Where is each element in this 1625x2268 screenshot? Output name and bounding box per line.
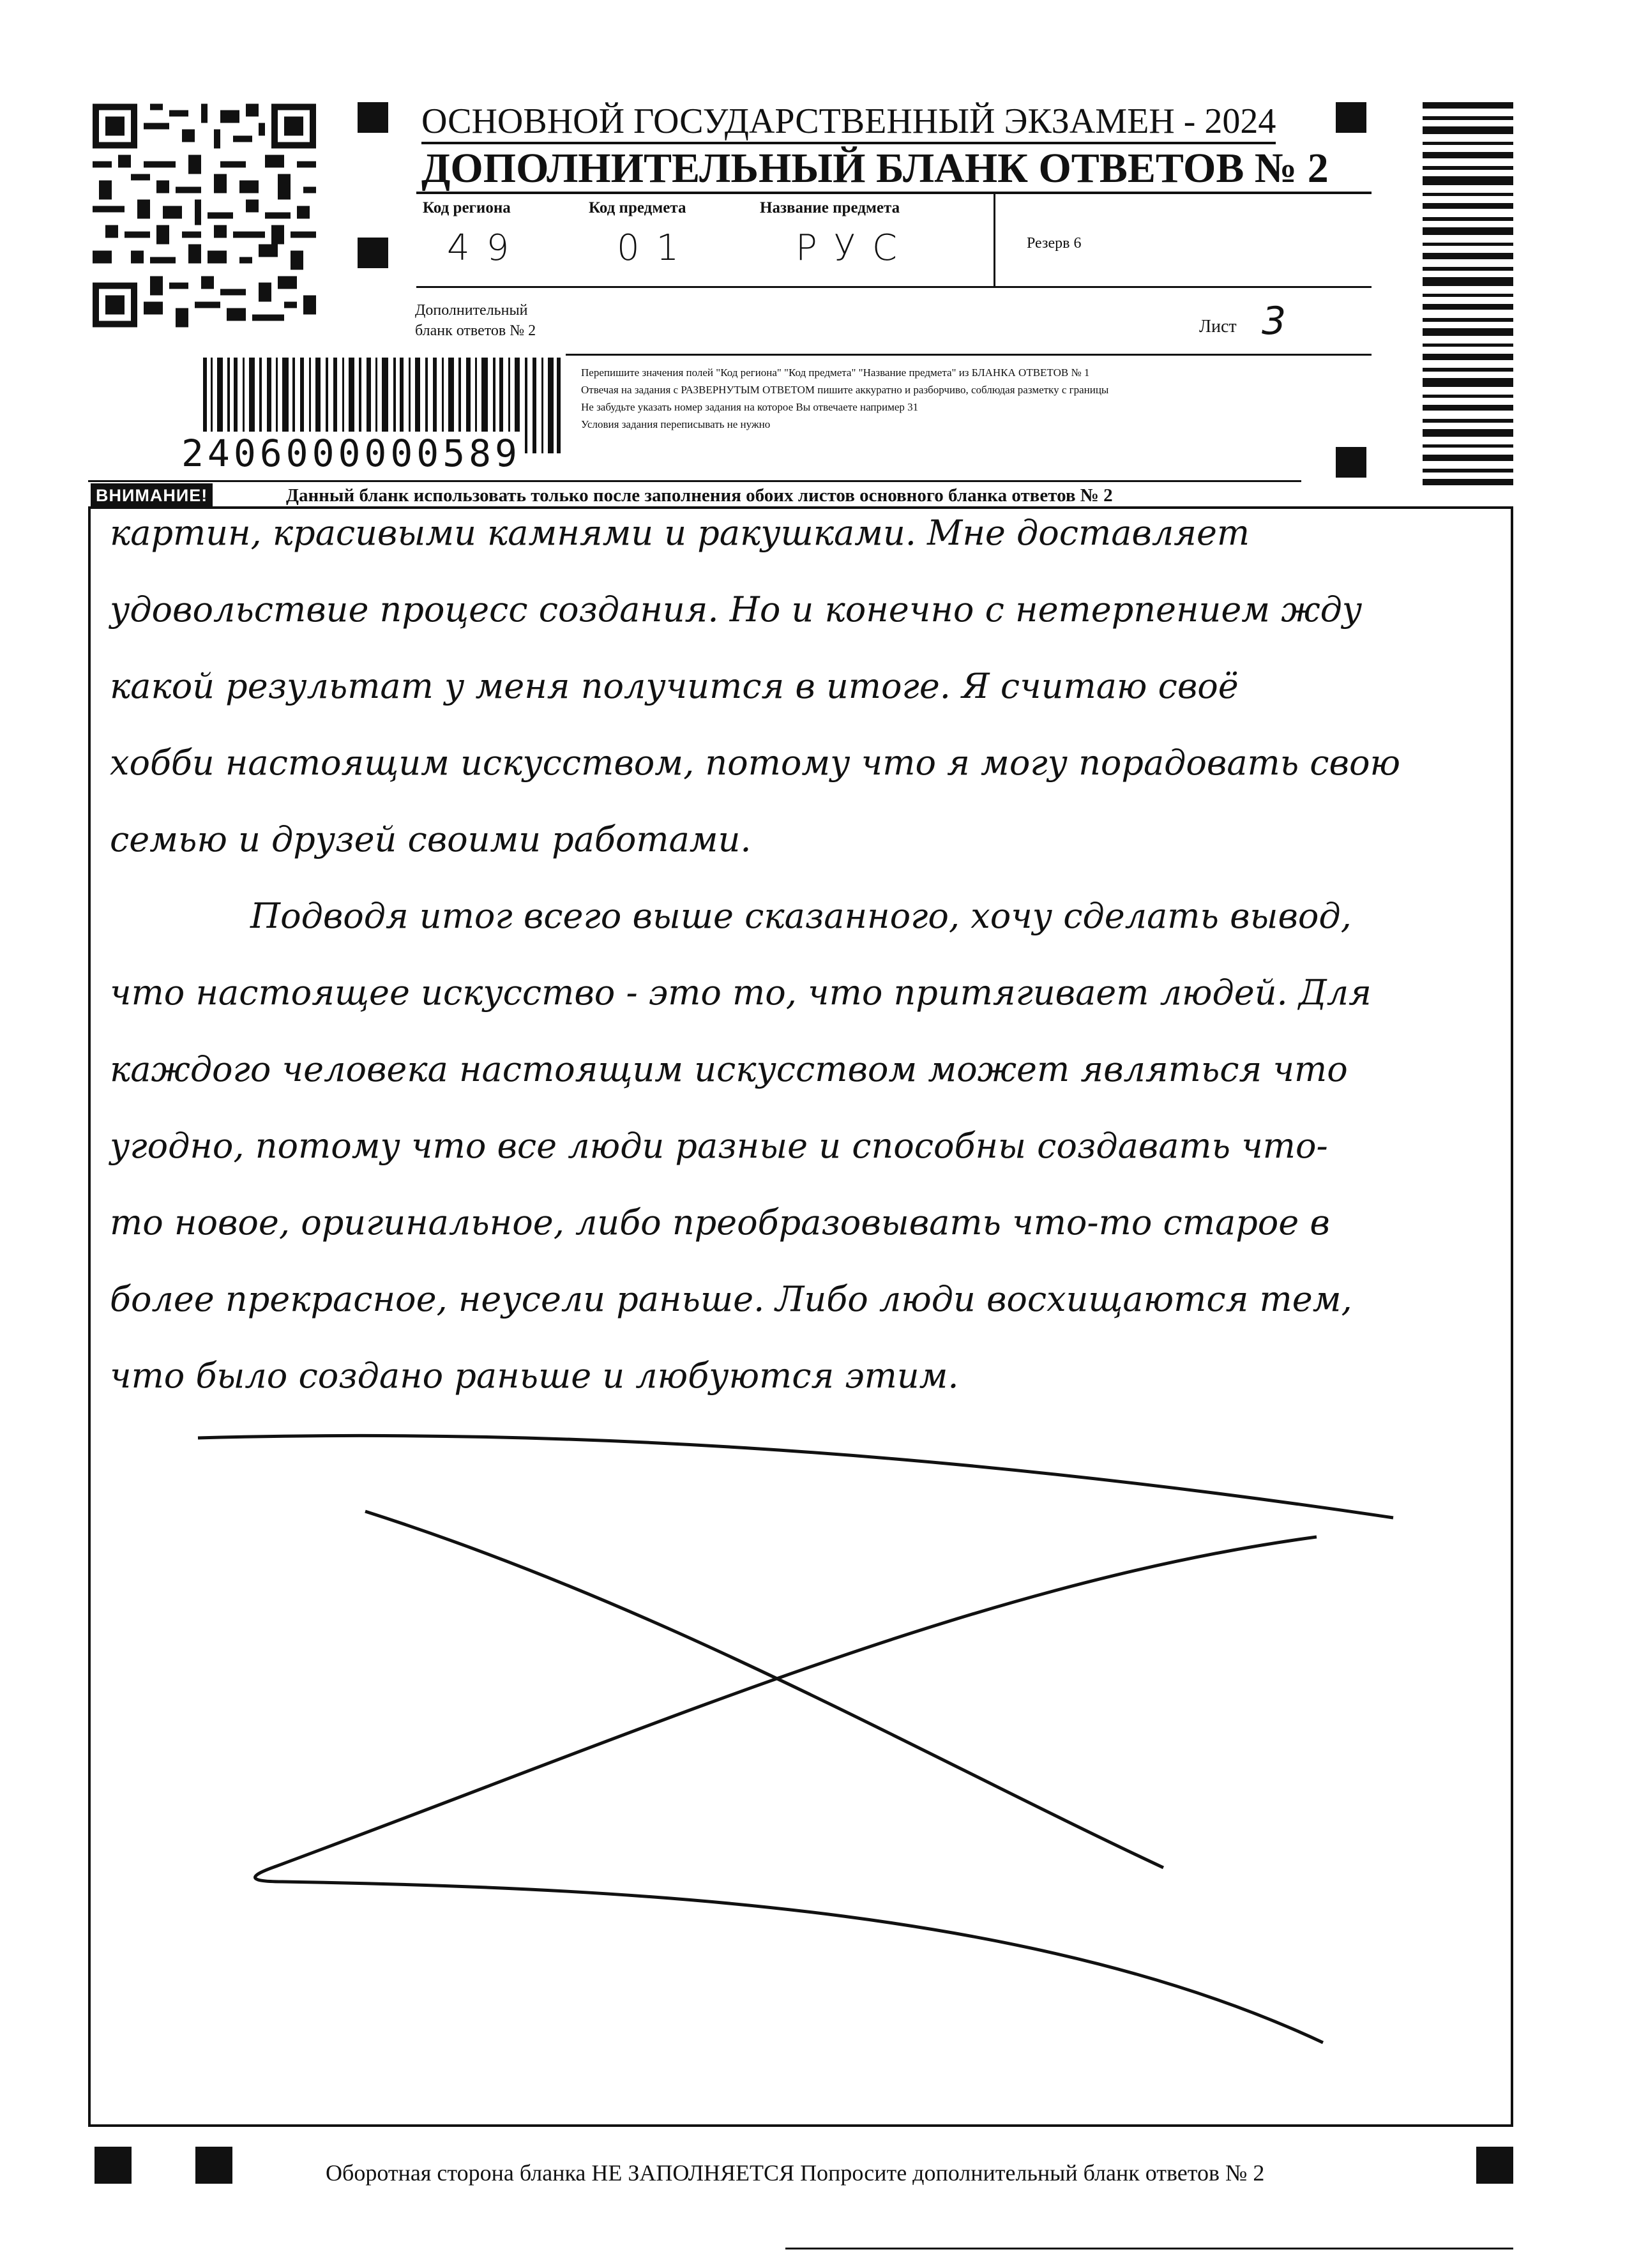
registration-mark	[195, 2147, 232, 2184]
region-code-label: Код региона	[423, 199, 511, 216]
subject-name-field[interactable]: РУС	[796, 227, 914, 269]
answer-line: картин, красивыми камнями и ракушками. Мне доставляет	[110, 513, 1250, 553]
registration-mark	[94, 2147, 132, 2184]
sheet-number-field[interactable]: 3	[1262, 299, 1289, 344]
field-separator	[994, 193, 995, 287]
divider	[416, 192, 1372, 194]
subject-name-label: Название предмета	[760, 199, 900, 216]
instructions	[581, 364, 1108, 433]
instruction-line: Не забудьте указать номер задания на которое Вы отвечаете например 31	[581, 401, 919, 413]
answer-line: хобби настоящим искусством, потому что я могу порадовать свою	[110, 743, 1401, 783]
qr-code	[93, 102, 316, 329]
registration-mark	[358, 238, 388, 268]
cross-out-mark	[91, 509, 1511, 2124]
answer-line: каждого человека настоящим искусством может являться что	[110, 1049, 1348, 1089]
answer-line: какой результат у меня получится в итоге. Я считаю своё	[110, 666, 1239, 706]
answer-line: то новое, оригинальное, либо преобразовывать что-то старое в	[110, 1202, 1330, 1243]
registration-mark	[1336, 102, 1366, 133]
reserve-label: Резерв 6	[1027, 235, 1082, 252]
answer-line: Подводя итог всего выше сказанного, хочу сделать вывод,	[250, 896, 1352, 936]
instruction-line: Отвечая на задания с РАЗВЕРНУТЫМ ОТВЕТОМ пишите аккуратно и разборчиво, соблюдая разметку с границы	[581, 384, 1109, 396]
subject-code-label: Код предмета	[589, 199, 686, 216]
instruction-line: Перепишите значения полей "Код региона" "Код предмета" "Название предмета" из БЛАНКА ОТВЕТОВ № 1	[581, 367, 1090, 379]
form-title: ДОПОЛНИТЕЛЬНЫЙ БЛАНК ОТВЕТОВ № 2	[421, 145, 1329, 192]
side-barcode	[1423, 102, 1513, 485]
form-label: Дополнительный бланк ответов № 2	[415, 302, 536, 339]
barcode-digits: 2406000000589	[179, 432, 524, 475]
subject-code-field[interactable]: 01	[617, 227, 696, 269]
answer-line: что настоящее искусство - это то, что притягивает людей. Для	[110, 972, 1372, 1013]
answer-line: что было создано раньше и любуются этим.	[110, 1356, 959, 1396]
registration-mark	[1336, 447, 1366, 478]
instruction-line: Условия задания переписывать не нужно	[581, 418, 771, 430]
divider	[88, 480, 1301, 482]
answer-line: более прекрасное, неусели раньше. Либо люди восхищаются тем,	[110, 1279, 1352, 1319]
answer-area[interactable]	[88, 506, 1513, 2127]
answer-line: семью и друзей своими работами.	[110, 819, 752, 859]
divider	[416, 286, 1372, 288]
warning-text: Данный бланк использовать только после заполнения обоих листов основного бланка ответов № 2	[286, 485, 1113, 506]
footer-note: Оборотная сторона бланка НЕ ЗАПОЛНЯЕТСЯ Попросите дополнительный бланк ответов № 2	[326, 2160, 1265, 2186]
answer-line: удовольствие процесс создания. Но и конечно с нетерпением жду	[110, 589, 1363, 630]
bottom-rule	[785, 2248, 1513, 2249]
answer-line: угодно, потому что все люди разные и способны создавать что-	[110, 1126, 1328, 1166]
sheet-label: Лист	[1199, 317, 1237, 336]
warning-badge: ВНИМАНИЕ!	[91, 483, 213, 508]
registration-mark	[1476, 2147, 1513, 2184]
region-code-field[interactable]: 49	[447, 227, 526, 269]
divider	[566, 354, 1372, 356]
exam-title: ОСНОВНОЙ ГОСУДАРСТВЕННЫЙ ЭКЗАМЕН - 2024	[421, 101, 1276, 142]
registration-mark	[358, 102, 388, 133]
